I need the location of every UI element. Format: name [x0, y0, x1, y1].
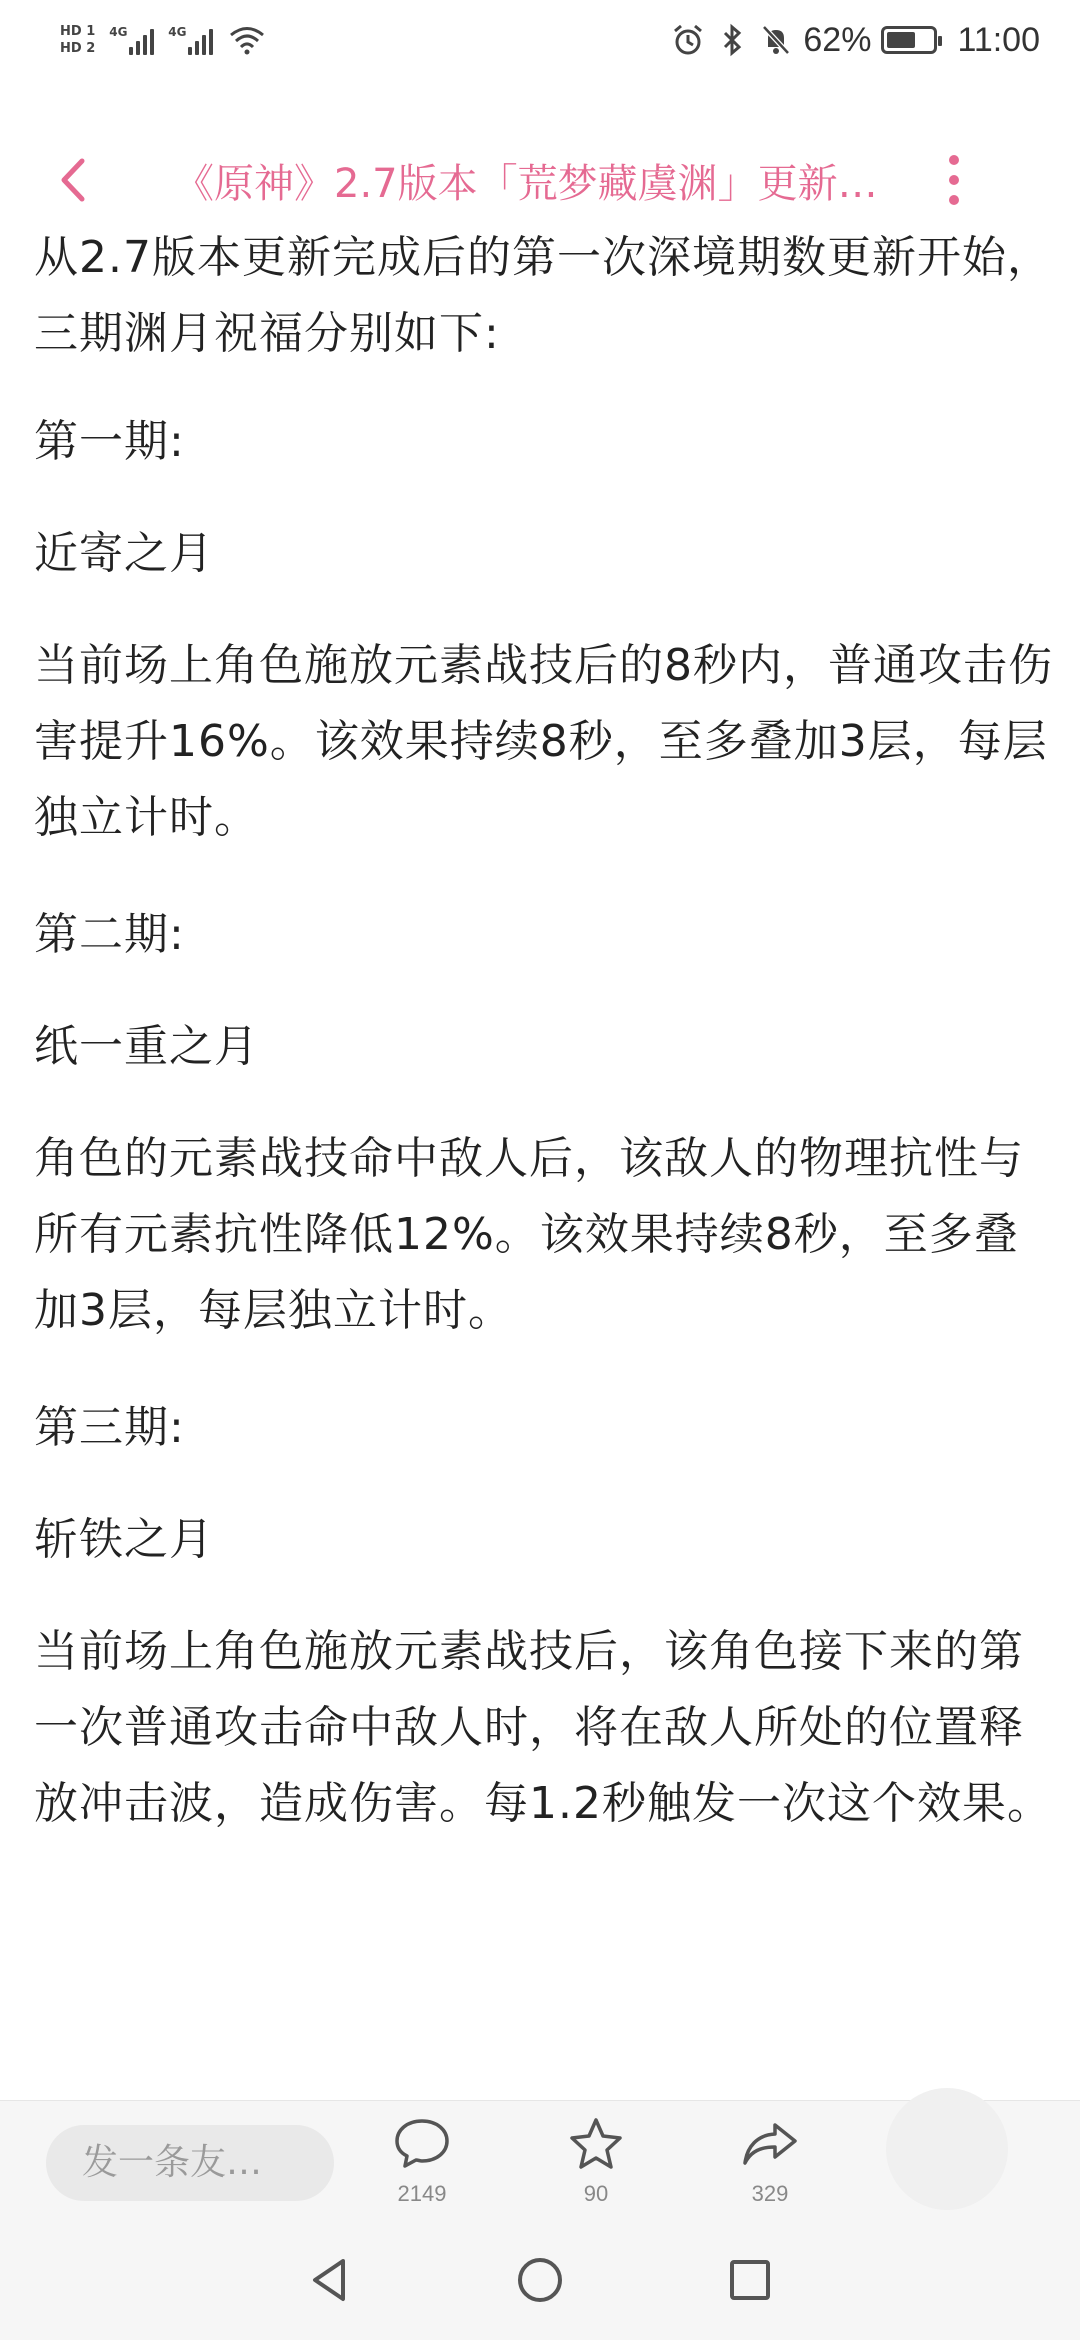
share-button[interactable] [710, 2113, 830, 2207]
more-vertical-icon [949, 155, 959, 205]
clock: 11:00 [957, 20, 1040, 59]
comment-count: 2149 [397, 2181, 447, 2206]
status-right [671, 21, 1040, 60]
article-paragraph: 从2.7版本更新完成后的第一次深境期数更新开始，三期渊月祝福分别如下: [34, 232, 1052, 359]
article-paragraph: 近寄之月 [34, 528, 214, 579]
article-paragraph: 第二期: [34, 909, 185, 960]
comment-bubble-icon [391, 2113, 453, 2175]
favorite-button[interactable] [536, 2113, 656, 2207]
article-paragraph: 当前场上角色施放元素战技后，该角色接下来的第一次普通攻击命中敌人时，将在敌人所处的位置释放冲击波，造成伤害。每1.2秒触发一次这个效果。 [34, 1626, 1052, 1829]
article-paragraph: 当前场上角色施放元素战技后的8秒内，普通攻击伤害提升16%。该效果持续8秒，至多叠加3层，每层独立计时。 [34, 640, 1053, 843]
system-nav-bar [0, 2220, 1080, 2340]
more-options-button[interactable] [934, 150, 974, 210]
triangle-back-icon[interactable] [305, 2255, 355, 2305]
alarm-icon [671, 23, 705, 57]
sim-indicators [60, 25, 95, 56]
article-paragraph: 角色的元素战技命中敌人后，该敌人的物理抗性与所有元素抗性降低12%。该效果持续8秒，至多叠加3层，每层独立计时。 [34, 1133, 1024, 1336]
like-button-highlight [886, 2088, 1008, 2210]
back-button[interactable] [44, 150, 104, 210]
star-icon [565, 2113, 627, 2175]
article-paragraph: 纸一重之月 [34, 1021, 259, 1072]
section-heading [100, 2090, 448, 2100]
square-recent-icon[interactable] [725, 2255, 775, 2305]
comment-button[interactable] [362, 2113, 482, 2207]
wifi-icon [229, 25, 265, 55]
sim1-label: HD 1 [60, 23, 96, 39]
battery-percent: 62% [803, 20, 872, 59]
signal-strength-icon [168, 25, 213, 55]
network-type-label: 4G [109, 25, 128, 39]
comment-input[interactable]: 发一条友… [46, 2125, 334, 2201]
chevron-left-icon [56, 157, 92, 203]
bluetooth-icon [715, 23, 749, 57]
favorite-count: 90 [583, 2181, 609, 2206]
share-arrow-icon [739, 2113, 801, 2175]
article-paragraph: 第一期: [34, 416, 185, 467]
page-title: 《原神》2.7版本「荒梦藏虞渊」更新… [174, 160, 878, 207]
top-app-bar [0, 130, 1080, 230]
article-paragraph: 斩铁之月 [34, 1514, 214, 1565]
network-type-label: 4G [168, 25, 187, 39]
battery-level-fill [887, 32, 914, 48]
status-left [60, 25, 265, 56]
mute-bell-icon [759, 23, 793, 57]
article-paragraph: 第三期: [34, 1402, 185, 1453]
share-count: 329 [751, 2181, 789, 2206]
sim2-label: HD 2 [60, 40, 96, 56]
battery-icon [881, 26, 937, 54]
circle-home-icon[interactable] [515, 2255, 565, 2305]
status-bar [0, 0, 1080, 80]
signal-strength-icon [109, 25, 154, 55]
